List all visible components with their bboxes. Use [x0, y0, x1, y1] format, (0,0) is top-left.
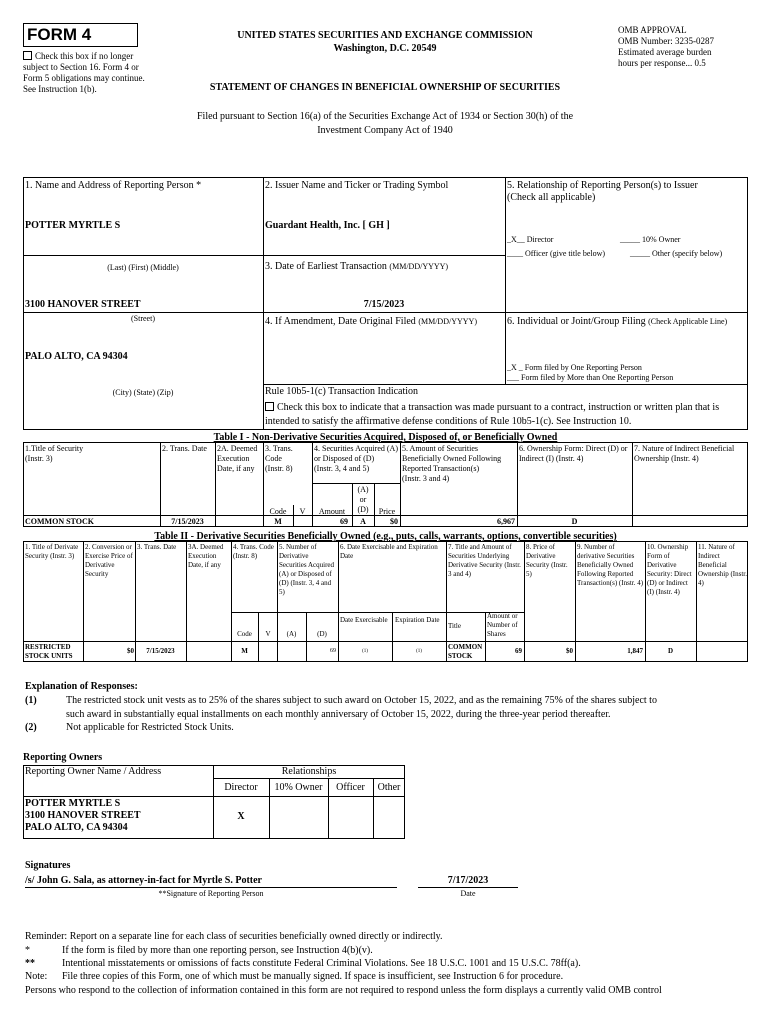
box6-label: 6. Individual or Joint/Group Filing (Check Applicable Line) — [507, 316, 728, 327]
single-filer-option[interactable]: _X _ Form filed by One Reporting Person — [507, 363, 642, 372]
box1-label: 1. Name and Address of Reporting Person * — [25, 180, 202, 191]
footer-reminder: Reminder: Report on a separate line for each class of securities beneficially owned directly or indirectly. — [25, 931, 443, 942]
t1-row-owned: 6,967 — [497, 517, 515, 526]
agency-city: Washington, D.C. 20549 — [333, 43, 437, 54]
t2-sub-a: (A) — [286, 630, 297, 638]
t2-sub-v: V — [265, 630, 271, 638]
t1-row-date: 7/15/2023 — [171, 517, 204, 526]
t1-h2a: 2A. Deemed Execution Date, if any — [217, 444, 258, 473]
t1-h7: 7. Nature of Indirect Beneficial Ownership (Instr. 4) — [634, 444, 735, 463]
t1-sub-amount: Amount — [318, 507, 346, 516]
t1-row-aord: A — [360, 517, 366, 526]
owners-col-ten: 10% Owner — [274, 782, 323, 793]
t2-row-date: 7/15/2023 — [146, 647, 175, 655]
t2-h2: 2. Conversion or Exercise Price of Derivative Security — [85, 543, 133, 578]
owner-address: POTTER MYRTLE S 3100 HANOVER STREET PALO ALTO, CA 94304 — [25, 798, 141, 833]
city-sublabel: (City) (State) (Zip) — [112, 388, 174, 397]
t2-sub-code: Code — [237, 630, 252, 638]
street-sublabel: (Street) — [131, 314, 155, 323]
t1-h2: 2. Trans. Date — [162, 444, 207, 453]
t1-h5: 5. Amount of Securities Beneficially Owned Following Reported Transaction(s) (Instr. 3 and 4) — [402, 444, 502, 483]
footer-star-2-text: Intentional misstatements or omissions of facts constitute Federal Criminal Violations. See 18 U.S.C. 1001 and 15 U.S.C. 78ff(a). — [62, 958, 581, 969]
rule-10b5-label: Rule 10b5-1(c) Transaction Indication — [265, 386, 419, 397]
t2-row-underlying-amount: 69 — [515, 647, 522, 655]
explanation-num-1: (1) — [25, 695, 37, 706]
t1-row-form: D — [571, 517, 578, 526]
t2-h4: 4. Trans. Code (Instr. 8) — [233, 543, 274, 560]
director-option[interactable]: _X__ Director — [507, 235, 554, 244]
owners-col-name: Reporting Owner Name / Address — [25, 766, 162, 777]
t1-h4: 4. Securities Acquired (A) or Disposed of (D) (Instr. 3, 4 and 5) — [314, 444, 398, 473]
t2-row-owned: 1,847 — [627, 647, 643, 655]
box5-label: 5. Relationship of Reporting Person(s) to Issuer (Check all applicable) — [507, 180, 698, 203]
t2-row-exercisable: (1) — [362, 649, 368, 654]
t2-h8: 8. Price of Derivative Security (Instr. 5) — [526, 543, 568, 578]
earliest-transaction-date: 7/15/2023 — [363, 299, 405, 310]
footer-note-text: File three copies of this Form, one of which must be manually signed. If space is insufficient, see Instruction 6 for procedure. — [62, 971, 564, 982]
name-sublabel: (Last) (First) (Middle) — [107, 263, 179, 272]
t2-h6: 6. Date Exercisable and Expiration Date — [340, 543, 438, 560]
footer-persons: Persons who respond to the collection of information contained in this form are not required to respond unless the form displays a currently valid OMB control — [25, 985, 662, 996]
owner-director-mark: X — [237, 811, 245, 822]
t2-h5: 5. Number of Derivative Securities Acquired (A) or Disposed of (D) (Instr. 3, 4 and 5) — [279, 543, 335, 596]
rule-10b5-checkbox[interactable] — [265, 402, 274, 411]
signature-text: /s/ John G. Sala, as attorney-in-fact for Myrtle S. Potter — [25, 875, 262, 886]
t2-sub-exercisable: Date Exercisable — [340, 616, 388, 624]
group-filer-option[interactable]: ___ Form filed by More than One Reporting Person — [507, 373, 674, 382]
t1-sub-price: Price — [378, 507, 396, 516]
t1-row-price: $0 — [390, 517, 398, 526]
t2-h10: 10. Ownership Form of Derivative Security: Direct (D) or Indirect (I) (Instr. 4) — [647, 543, 692, 596]
explanation-title: Explanation of Responses: — [25, 681, 138, 692]
t2-row-code: M — [241, 647, 248, 655]
rule-10b5-text: Check this box to indicate that a transaction was made pursuant to a contract, instruction or written plan that is intended to satisfy the affirmative defense conditions of Rule 10b5-1(c). See Instruction 10. — [265, 402, 720, 427]
agency-name: UNITED STATES SECURITIES AND EXCHANGE COMMISSION — [237, 30, 533, 41]
explanation-text-2: Not applicable for Restricted Stock Units. — [66, 722, 234, 733]
footer-star-1-text: If the form is filed by more than one reporting person, see Instruction 4(b)(v). — [62, 945, 373, 956]
t2-sub-amount: Amount or Number of Shares — [487, 612, 518, 638]
t2-h3a: 3A. Deemed Execution Date, if any — [188, 543, 224, 569]
reporting-person-city: PALO ALTO, CA 94304 — [25, 351, 128, 362]
reporting-person-street: 3100 HANOVER STREET — [25, 299, 141, 310]
t1-sub-code: Code — [269, 507, 287, 516]
t2-sub-title: Title — [448, 622, 461, 630]
t1-h6: 6. Ownership Form: Direct (D) or Indirect (I) (Instr. 4) — [519, 444, 628, 463]
box2-label: 2. Issuer Name and Ticker or Trading Symbol — [265, 180, 449, 191]
issuer-name: Guardant Health, Inc. [ GH ] — [265, 220, 390, 231]
ten-percent-owner-option[interactable]: _____ 10% Owner — [620, 235, 681, 244]
signature-date: 7/17/2023 — [447, 875, 489, 886]
other-option[interactable]: _____ Other (specify below) — [630, 249, 723, 258]
owners-col-director: Director — [224, 782, 258, 793]
owners-col-other: Other — [377, 782, 401, 793]
owners-col-relationships: Relationships — [281, 766, 337, 777]
t1-row-code: M — [274, 517, 282, 526]
statement-title: STATEMENT OF CHANGES IN BENEFICIAL OWNERSHIP OF SECURITIES — [209, 82, 561, 93]
explanation-text-1: The restricted stock unit vests as to 25% of the shares subject to such award on October 15, 2022, and as the remaining 75% of the shares subject to such award in substantially equal installments on each monthly anniversary of October 15, 2022, during the three-year period thereafter. — [66, 695, 657, 720]
t2-h9: 9. Number of derivative Securities Beneficially Owned Following Reported Transaction(s) (Instr. 4) — [577, 543, 644, 587]
t1-h3: 3. Trans. Code (Instr. 8) — [265, 444, 293, 473]
t1-row-amount: 69 — [340, 517, 348, 526]
t2-row-title: RESTRICTED STOCK UNITS — [25, 643, 73, 660]
t2-h7: 7. Title and Amount of Securities Underlying Derivative Security (Instr. 3 and 4) — [448, 543, 521, 578]
omb-approval: OMB APPROVAL OMB Number: 3235-0287 Estimated average burden hours per response... 0.5 — [618, 25, 714, 68]
reporting-person-name: POTTER MYRTLE S — [25, 220, 121, 231]
box4-label: 4. If Amendment, Date Original Filed (MM/DD/YYYY) — [265, 316, 477, 327]
no-longer-subject-note: Check this box if no longer subject to Section 16. Form 4 or Form 5 obligations may continue. See Instruction 1(b). — [23, 51, 145, 94]
table2-title: Table II - Derivative Securities Beneficially Owned (e.g., puts, calls, warrants, options, convertible securities) — [154, 531, 617, 542]
signatures-title: Signatures — [25, 860, 71, 871]
t2-h11: 11. Nature of Indirect Beneficial Ownership (Instr. 4) — [698, 543, 747, 587]
t1-h1: 1.Title of Security (Instr. 3) — [25, 444, 84, 463]
box3-label: 3. Date of Earliest Transaction (MM/DD/YYYY) — [265, 261, 449, 272]
footer-note: Note: — [25, 971, 48, 982]
t2-row-d: 69 — [330, 648, 336, 654]
t2-sub-expiration: Expiration Date — [395, 616, 440, 624]
t2-h3: 3. Trans. Date — [137, 543, 177, 551]
filed-pursuant-line2: Investment Company Act of 1940 — [317, 125, 453, 136]
form-title: FORM 4 — [27, 25, 92, 44]
t2-row-underlying-title: COMMON STOCK — [448, 643, 483, 660]
date-label: Date — [460, 889, 476, 898]
t2-row-expiration: (1) — [416, 649, 422, 654]
no-longer-subject-checkbox[interactable] — [23, 51, 32, 60]
t1-row-title: COMMON STOCK — [25, 517, 94, 526]
t1-sub-v: V — [299, 507, 306, 516]
owners-col-officer: Officer — [336, 782, 365, 793]
footer-star-2: ** — [25, 958, 35, 969]
t2-row-conversion: $0 — [127, 647, 134, 655]
t2-h1: 1. Title of Derivate Security (Instr. 3) — [25, 543, 79, 560]
signature-label: **Signature of Reporting Person — [158, 889, 264, 898]
reporting-owners-title: Reporting Owners — [23, 752, 103, 763]
table1-title: Table I - Non-Derivative Securities Acquired, Disposed of, or Beneficially Owned — [213, 432, 558, 443]
t1-sub-aord: (A) or (D) — [357, 485, 369, 514]
t2-row-price: $0 — [566, 647, 573, 655]
officer-option[interactable]: ____ Officer (give title below) — [507, 249, 606, 258]
footer-star-1: * — [25, 945, 30, 956]
t2-sub-d: (D) — [317, 630, 327, 638]
t2-row-form: D — [667, 647, 674, 655]
explanation-num-2: (2) — [25, 722, 37, 733]
filed-pursuant-line1: Filed pursuant to Section 16(a) of the Securities Exchange Act of 1934 or Section 30(h) of the — [196, 111, 574, 122]
